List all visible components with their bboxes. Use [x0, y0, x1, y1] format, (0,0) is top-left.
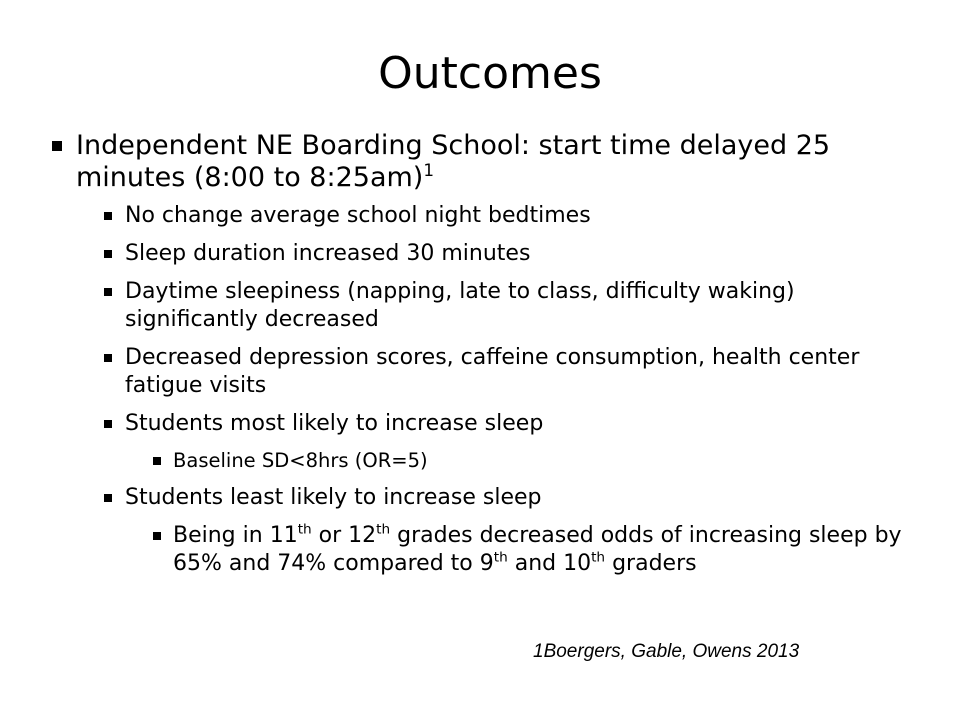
item-text: Independent NE Boarding School: start time delayed 25 minutes (8:00 to 8:25am) — [76, 130, 831, 193]
item-text: No change average school night bedtimes — [125, 203, 591, 228]
list-item — [52, 344, 932, 400]
item-text: Daytime sleepiness (napping, late to class, difficulty waking) significantly decreased — [125, 279, 795, 332]
citation: 1Boergers, Gable, Owens 2013 — [533, 641, 800, 662]
item-text: Baseline SD<8hrs (OR=5) — [173, 449, 428, 472]
ordinal-suffix: th — [591, 549, 606, 566]
item-text-part: Being in 11 — [173, 523, 298, 548]
item-text: Students most likely to increase sleep — [125, 411, 544, 436]
list-item — [52, 484, 932, 512]
square-bullet-icon — [104, 288, 112, 296]
bullet-list — [52, 130, 932, 588]
item-text-part: or 12 — [311, 523, 377, 548]
ordinal-suffix: th — [376, 521, 391, 538]
item-text: Decreased depression scores, caffeine consumption, health center fatigue visits — [125, 345, 860, 398]
square-bullet-icon — [104, 212, 112, 220]
list-item — [52, 448, 932, 474]
square-bullet-icon — [153, 457, 161, 465]
item-text: Students least likely to increase sleep — [125, 485, 542, 510]
list-item — [52, 240, 932, 268]
square-bullet-icon — [104, 494, 112, 502]
item-text: Sleep duration increased 30 minutes — [125, 241, 531, 266]
list-item — [52, 130, 932, 194]
footnote-marker: 1 — [423, 160, 434, 180]
square-bullet-icon — [104, 354, 112, 362]
ordinal-suffix: th — [493, 549, 508, 566]
item-text-part: grades decreased odds of increasing sleep by 65% and 74% compared to 9 — [173, 523, 902, 576]
square-bullet-icon — [52, 141, 62, 151]
list-item — [52, 522, 932, 578]
list-item — [52, 278, 932, 334]
square-bullet-icon — [104, 250, 112, 258]
slide-title: Outcomes — [378, 48, 602, 99]
square-bullet-icon — [104, 420, 112, 428]
list-item — [52, 202, 932, 230]
list-item — [52, 410, 932, 438]
ordinal-suffix: th — [297, 521, 312, 538]
item-text-part: and 10 — [507, 551, 592, 576]
item-text-part: graders — [605, 551, 697, 576]
square-bullet-icon — [153, 532, 161, 540]
